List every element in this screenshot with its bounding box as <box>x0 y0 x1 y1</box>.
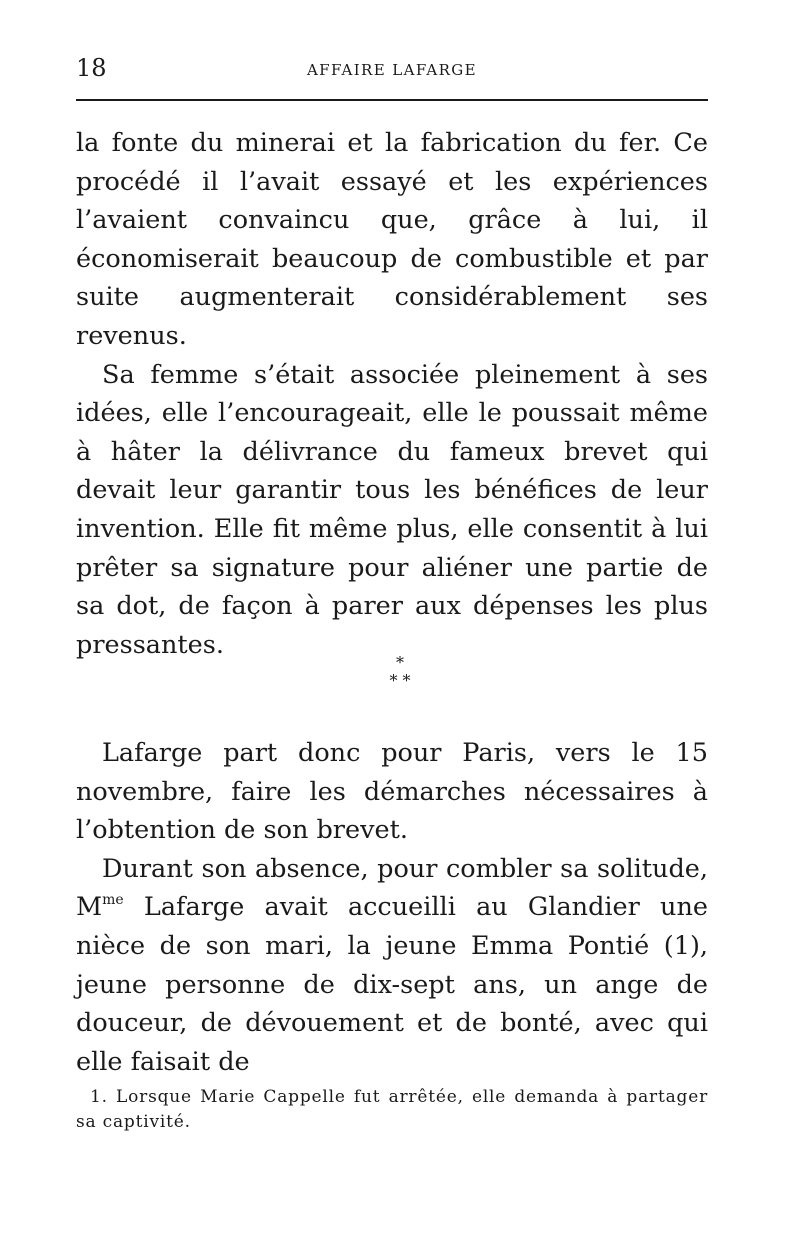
footnote <box>76 1085 708 1135</box>
page-header <box>76 50 708 90</box>
text-block-before-break <box>76 124 708 664</box>
paragraph-continued: la fonte du minerai et la fabrication du fer. Ce procédé il l’avait essayé et les expériences l’avaient convaincu que, grâce à lui, il économiserait beaucoup de combustible et par suite augmenterait considérablement ses revenus. <box>76 128 708 351</box>
abbreviation-madame <box>76 892 124 922</box>
asterism-top-star: * <box>396 653 404 672</box>
text-block-after-break <box>76 734 708 1081</box>
abbreviation-letter: M <box>76 892 103 923</box>
asterism-bottom-stars: * * <box>389 671 411 690</box>
paragraph: Lafarge part donc pour Paris, vers le 15 novembre, faire les démarches nécessaires à l’obtention de son brevet. <box>76 738 708 846</box>
paragraph-lead: Durant son absence, pour combler sa solitude, <box>102 853 708 884</box>
running-title: AFFAIRE LAFARGE <box>306 61 478 79</box>
footnote-number: 1. <box>90 1087 108 1107</box>
asterism-section-break <box>0 654 800 690</box>
paragraph <box>76 850 708 1082</box>
paragraph-rest: Lafarge avait accueilli au Glandier une nièce de son mari, la jeune Emma Pontié (1), jeune personne de dix-sept ans, un ange de douceur, de dévouement et de bonté, avec qui elle faisait de <box>76 892 708 1077</box>
page-number: 18 <box>76 54 107 82</box>
paragraph: Sa femme s’était associée pleinement à ses idées, elle l’encourageait, elle le poussait même à hâter la délivrance du fameux brevet qui devait leur garantir tous les bénéfices de leur invention. Elle fit même plus, elle consentit à lui prêter sa signature pour aliéner une partie de sa dot, de façon à parer aux dépenses les plus pressantes. <box>76 359 708 660</box>
header-rule <box>76 99 708 101</box>
footnote-text: Lorsque Marie Cappelle fut arrêtée, elle demanda à partager sa captivité. <box>76 1087 708 1132</box>
abbreviation-superscript: me <box>102 892 124 909</box>
